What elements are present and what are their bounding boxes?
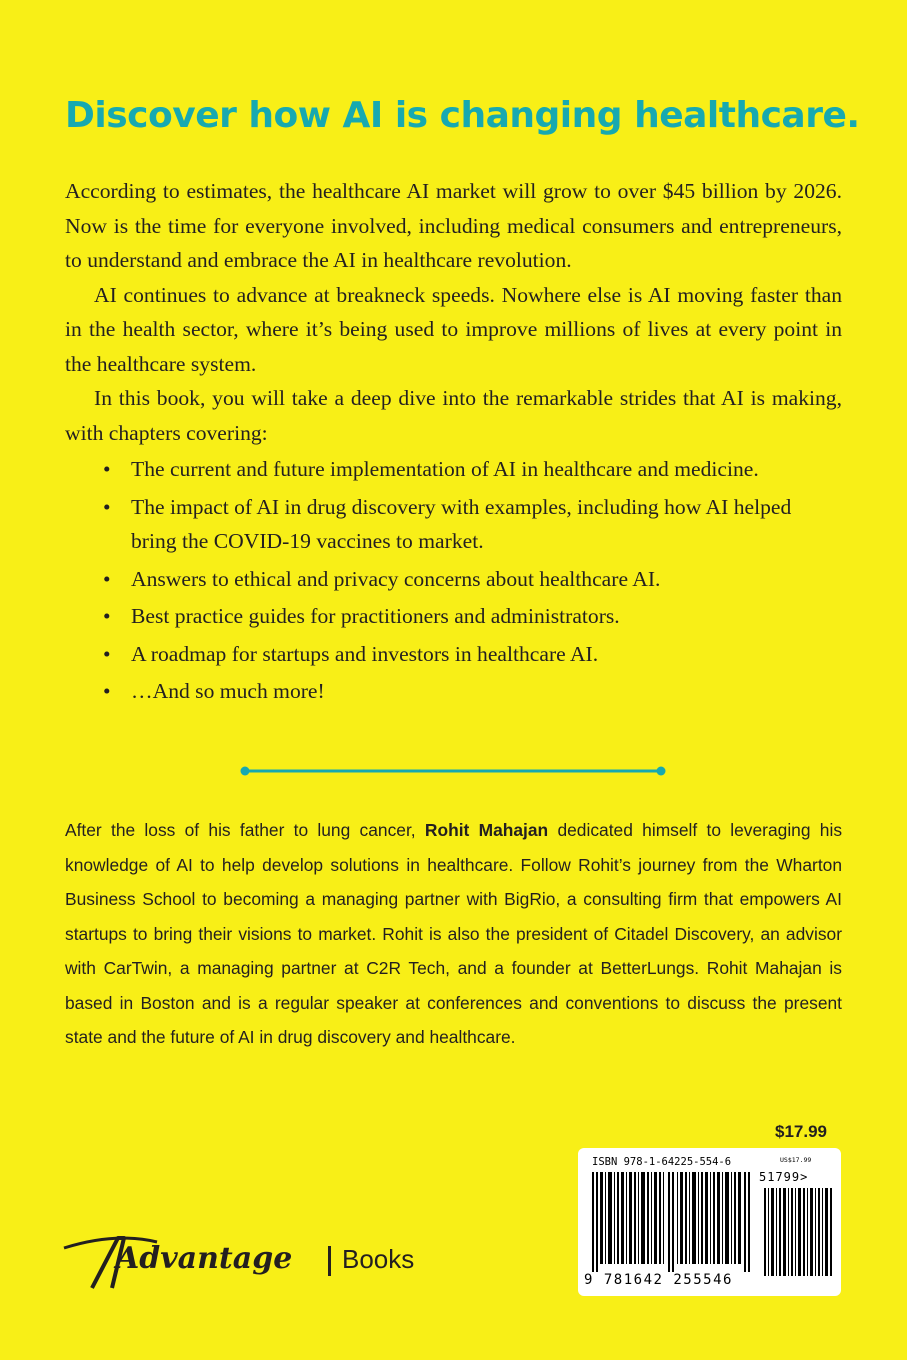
chapter-list-item: • …And so much more! xyxy=(65,674,842,709)
bullet-icon: • xyxy=(103,566,111,591)
description-paragraph: According to estimates, the healthcare AI market will grow to over $45 billion by 2026. Now is the time for everyone involved, including medical consumers and entrepreneurs, to understand and embrace the AI in healthcare revolution. xyxy=(65,179,842,272)
bullet-icon: • xyxy=(103,494,111,519)
chapter-list-item: • Answers to ethical and privacy concerns about healthcare AI. xyxy=(65,562,842,597)
publisher-books-label: Books xyxy=(342,1244,415,1274)
bullet-icon: • xyxy=(103,604,111,628)
bullet-icon: • xyxy=(103,641,111,666)
barcode xyxy=(578,1148,841,1296)
publisher-logo-text: Advantage xyxy=(116,1241,293,1276)
chapter-list-item: • A roadmap for startups and investors in healthcare AI. xyxy=(65,637,842,672)
barcode-addon-bars xyxy=(763,1188,833,1276)
book-description xyxy=(65,174,842,712)
publisher-divider xyxy=(328,1246,331,1276)
headline: Discover how AI is changing healthcare. xyxy=(65,95,860,136)
chapter-list-item: • Best practice guides for practitioners and administrators. xyxy=(65,599,842,634)
bullet-icon: • xyxy=(103,679,111,703)
barcode-addon-digits: 51799> xyxy=(759,1170,809,1184)
chapter-list-item: • The current and future implementation of AI in healthcare and medicine. xyxy=(65,452,842,487)
isbn-text: ISBN 978-1-64225-554-6 xyxy=(592,1156,732,1168)
barcode-bars xyxy=(588,1172,756,1272)
author-bio: After the loss of his father to lung cancer, Rohit Mahajan dedicated himself to leveraging his knowledge of AI to help develop solutions in healthcare. Follow Rohit’s journey from the Wharton Business School to becoming a managing partner with BigRio, a consulting firm that empowers AI startups to bring their visions to market. Rohit is also the president of Citadel Discovery, an advisor with CarTwin, a managing partner at C2R Tech, and a founder at BetterLungs. Rohit Mahajan is based in Boston and is a regular speaker at conferences and conventions to discuss the present state and the future of AI in drug discovery and healthcare. xyxy=(65,820,843,1047)
chapter-list-item: • The impact of AI in drug discovery with examples, including how AI helped bring the COVID-19 vaccines to market. xyxy=(65,490,842,559)
author-name: Rohit Mahajan xyxy=(424,820,549,840)
ean-digits: 9 781642 255546 xyxy=(584,1272,733,1288)
description-paragraph: AI continues to advance at breakneck speeds. Nowhere else is AI moving faster than in the health sector, where it’s being used to improve millions of lives at every point in the healthcare system. xyxy=(65,282,842,376)
description-paragraph: In this book, you will take a deep dive into the remarkable strides that AI is making, with chapters covering: xyxy=(65,386,842,445)
price-label: $17.99 xyxy=(775,1122,827,1141)
chapter-list xyxy=(65,452,842,709)
section-divider xyxy=(240,766,666,776)
publisher-logo xyxy=(62,1228,322,1300)
barcode-price: US$17.99 xyxy=(780,1156,812,1164)
bullet-icon: • xyxy=(103,457,111,481)
